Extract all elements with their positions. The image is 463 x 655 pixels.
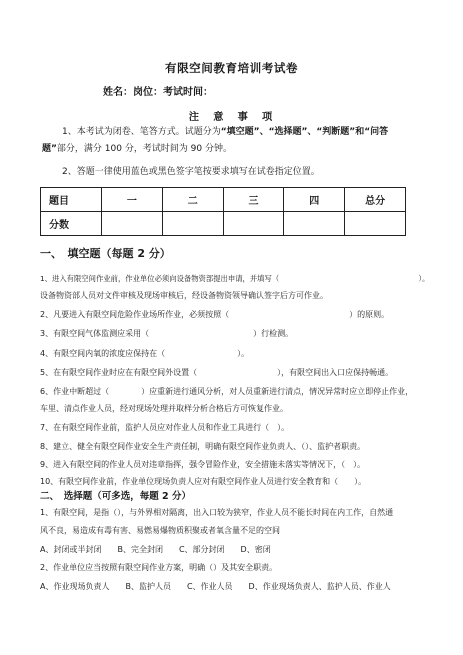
score-header-cell: 二 (162, 188, 223, 212)
section-2-heading: 二、 选择题（可多选，每题 2 分） (40, 491, 191, 502)
section-1-heading: 一、 填空题（每题 2 分） (40, 247, 171, 260)
fill-question-line: 7、在有限空间作业前，监护人员应对作业人员和作业工具进行（ ）。 (40, 423, 290, 432)
fill-question-line: 3、有限空间气体监测应采用（ ）行检测。 (40, 329, 294, 338)
fill-question-line: 10、有限空间作业前，作业单位现场负责人应对有限空间作业人员进行安全教育和（ ）。 (40, 477, 367, 486)
notice-item-1-text: 1、本考试为闭卷、笔答方式。试题分为 (62, 127, 221, 137)
fill-question-line: 1、进入有限空间作业前，作业单位必须向设备物资部提出申请，并填写（ ）。 (40, 274, 430, 283)
score-table-header-row (41, 188, 406, 212)
score-header-cell: 题目 (41, 188, 102, 212)
score-row-label: 分数 (41, 212, 102, 236)
score-cell (284, 212, 345, 236)
notice-item-1-cont (42, 142, 232, 156)
notice-item-1-score-time: 部分，满分 100 分，考试时间为 90 分钟。 (56, 144, 232, 154)
choice-question-line: 2、作业单位应当按照有限空间作业方案，明确（）及其安全职责。 (40, 563, 278, 572)
score-header-cell: 四 (284, 188, 345, 212)
score-cell (345, 212, 406, 236)
score-cell (162, 212, 223, 236)
score-header-cell: 三 (223, 188, 284, 212)
fill-question-line: 5、在有限空间作业时应在有限空间外设置（ ），有限空间出入口应保持畅通。 (40, 368, 394, 377)
choice-options-line: A、封闭或半封闭 B、完全封闭 C、部分封闭 D、密闭 (40, 545, 271, 554)
choice-question-line: 风不良，易造成有毒有害、易燃易爆物质积聚或者氧含量不足的空间 (40, 526, 280, 535)
notice-item-1 (62, 125, 388, 139)
fill-question-line: 设备物资部人员对文件审核及现场审核后，经设备物资领导确认签字后方可作业。 (40, 291, 328, 300)
fill-question-line: 9、进入有限空间的作业人员对违章指挥，强令冒险作业，安全措施未落实等情况下，（ ）。 (40, 460, 366, 469)
score-cell (102, 212, 163, 236)
fill-question-line: 8、建立、健全有限空间作业安全生产责任制，明确有限空间作业负责人、（）、监护者职责。 (40, 442, 366, 451)
choice-options-line: A、作业现场负责人 B、监护人员 C、作业人员 D、作业现场负责人、监护人员、作业人 (40, 582, 391, 591)
score-table (40, 187, 406, 236)
fill-question-line: 2、凡要进入有限空间危险作业场所作业，必须按照（ ）的原则。 (40, 310, 390, 319)
fill-question-line: 车里、清点作业人员，经对现场处理并取样分析合格后方可恢复作业。 (40, 404, 288, 413)
fill-question-line: 6、作业中断超过（ ）应重新进行通风分析，对人员重新进行清点，情况异常时应立即停止作业， (40, 387, 414, 396)
fill-question-line: 4、有限空间内氧的浓度应保持在（ ）。 (40, 349, 250, 358)
candidate-info-line: 姓名：岗位：考试时间： (103, 87, 213, 98)
notice-item-1-question-types: “填空题”、“选择题”、“判断题”和“问答 (220, 127, 389, 137)
score-table-score-row (41, 212, 406, 236)
notice-item-2: 2、答题一律使用蓝色或黑色签字笔按要求填写在试卷指定位置。 (62, 167, 320, 177)
notice-heading: 注 意 事 项 (188, 112, 275, 123)
score-header-cell: 总分 (345, 188, 406, 212)
exam-title: 有限空间教育培训考试卷 (164, 61, 299, 75)
score-header-cell: 一 (102, 188, 163, 212)
choice-question-line: 1、有限空间，是指（），与外界相对隔离，出入口较为狭窄，作业人员不能长时间在内工作，自然通 (40, 508, 394, 517)
notice-item-1-question-type-end: 题” (42, 144, 57, 154)
score-cell (223, 212, 284, 236)
